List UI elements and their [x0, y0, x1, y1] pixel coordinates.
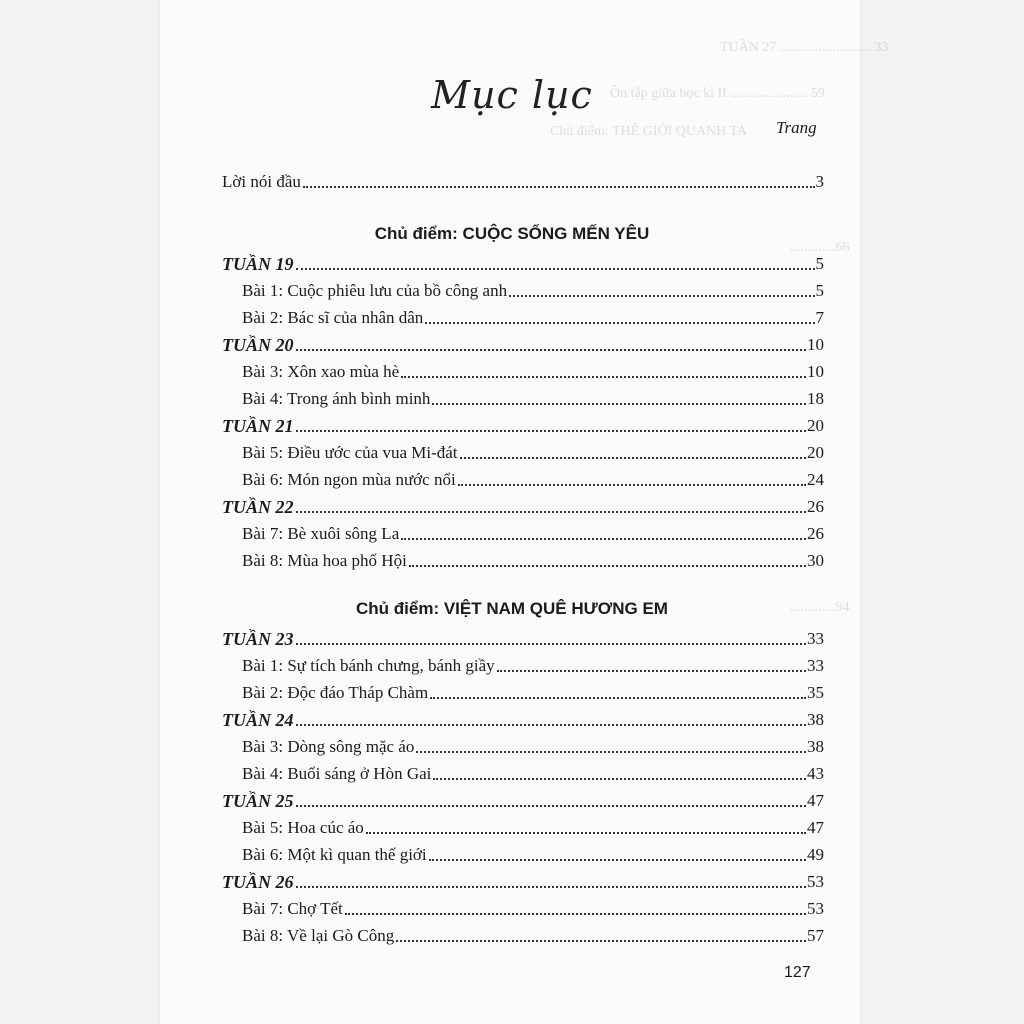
toc-entry-page: 57	[807, 926, 824, 945]
toc-entry-label: Bài 4: Trong ánh bình minh	[242, 389, 431, 408]
toc-entry-label: Bài 6: Một kì quan thế giới	[242, 845, 427, 864]
toc-week-row	[222, 623, 824, 649]
toc-entry-page: 20	[807, 416, 824, 435]
dot-leader	[416, 751, 806, 753]
toc-entry-label: TUẦN 24	[222, 710, 294, 730]
toc-entry-page: 38	[807, 737, 824, 756]
dot-leader	[296, 511, 807, 513]
toc-lesson-row	[242, 812, 824, 838]
toc-lesson-row	[242, 356, 824, 382]
dot-leader	[366, 832, 806, 834]
page-number: 127	[784, 964, 811, 981]
toc-entry-page: 26	[807, 524, 824, 543]
toc-entry-label: TUẦN 20	[222, 335, 294, 355]
toc-entry-label: Lời nói đầu	[222, 172, 301, 191]
toc-entry-label: TUẦN 25	[222, 791, 294, 811]
toc-lesson-row	[242, 302, 824, 328]
toc-entry-label: Bài 1: Cuộc phiêu lưu của bồ công anh	[242, 281, 508, 300]
toc-week-row	[222, 704, 824, 730]
toc-entry-label: TUẦN 26	[222, 872, 294, 892]
dot-leader	[460, 457, 806, 459]
toc-entry-label: Bài 7: Bè xuôi sông La	[242, 524, 400, 543]
toc-lesson-row	[242, 650, 824, 676]
toc-entry-page: 35	[807, 683, 824, 702]
toc-entry-label: TUẦN 19	[222, 254, 294, 274]
dot-leader	[296, 268, 815, 270]
dot-leader	[497, 670, 806, 672]
toc-entry-label: Bài 7: Chợ Tết	[242, 899, 343, 918]
toc-entry-page: 33	[807, 629, 824, 648]
toc-entry-label: Bài 8: Mùa hoa phố Hội	[242, 551, 407, 570]
toc-lesson-row	[242, 677, 824, 703]
bleed-through-text: .............66	[790, 240, 850, 255]
toc-entry-page: 53	[807, 872, 824, 891]
toc-entry-label: Bài 4: Buổi sáng ở Hòn Gai	[242, 764, 432, 783]
toc-entry-label: TUẦN 22	[222, 497, 294, 517]
toc-week-row	[222, 248, 824, 274]
toc-lesson-row	[242, 839, 824, 865]
toc-entry-page: 26	[807, 497, 824, 516]
dot-leader	[458, 484, 806, 486]
toc-entry-page: 49	[807, 845, 824, 864]
dot-leader	[396, 940, 806, 942]
toc-week-row	[222, 785, 824, 811]
toc-entry-page: 10	[807, 362, 824, 381]
bleed-through-text: Chủ điểm: THẾ GIỚI QUANH TA	[550, 124, 748, 139]
page-column-label: Trang	[776, 118, 817, 137]
bleed-through-text: TUẦN 27 .......................... 33	[720, 40, 889, 55]
dot-leader	[429, 859, 806, 861]
toc-entry-page: 20	[807, 443, 824, 462]
toc-entry-label: Bài 5: Điều ước của vua Mi-đát	[242, 443, 458, 462]
toc-entry-label: Bài 6: Món ngon mùa nước nổi	[242, 470, 456, 489]
toc-lesson-row	[242, 920, 824, 946]
toc-lesson-row	[242, 464, 824, 490]
toc-week-row	[222, 410, 824, 436]
toc-entry-page: 47	[807, 818, 824, 837]
toc-lesson-row	[242, 758, 824, 784]
toc-lesson-row	[242, 275, 824, 301]
toc-lesson-row	[242, 383, 824, 409]
toc-entry-page: 43	[807, 764, 824, 783]
toc-entry-label: Bài 5: Hoa cúc áo	[242, 818, 364, 837]
toc-entry-page: 30	[807, 551, 824, 570]
dot-leader	[296, 430, 807, 432]
toc-entry-page: 24	[807, 470, 824, 489]
toc-entry-page: 3	[815, 172, 824, 191]
toc-lesson-row	[242, 518, 824, 544]
toc-entry-label: Bài 1: Sự tích bánh chưng, bánh giầy	[242, 656, 495, 675]
toc-week-row	[222, 491, 824, 517]
dot-leader	[509, 295, 814, 297]
toc-entry-label: Bài 3: Xôn xao mùa hè	[242, 362, 400, 381]
toc-entry-label: Bài 2: Bác sĩ của nhân dân	[242, 308, 424, 327]
dot-leader	[296, 643, 807, 645]
dot-leader	[296, 349, 807, 351]
toc-entry-page: 18	[807, 389, 824, 408]
toc-entry-label: Bài 8: Về lại Gò Công	[242, 926, 395, 945]
bleed-through-text: .............94	[790, 600, 850, 615]
dot-leader	[430, 697, 806, 699]
toc-entry-label: TUẦN 21	[222, 416, 294, 436]
toc-lesson-row	[242, 731, 824, 757]
page-title: Mục lục	[431, 73, 593, 118]
toc-entry-page: 5	[815, 281, 824, 300]
toc-entry-page: 10	[807, 335, 824, 354]
toc-lesson-row	[242, 437, 824, 463]
dot-leader	[296, 805, 807, 807]
section-heading: Chủ điểm: VIỆT NAM QUÊ HƯƠNG EM	[356, 599, 668, 618]
toc-entry-page: 7	[815, 308, 824, 327]
dot-leader	[409, 565, 806, 567]
dot-leader	[401, 376, 806, 378]
toc-entry-page: 33	[807, 656, 824, 675]
toc-week-row	[222, 866, 824, 892]
toc-entry-page: 5	[815, 254, 824, 273]
toc-entry-page: 47	[807, 791, 824, 810]
dot-leader	[401, 538, 806, 540]
toc-entry-label: TUẦN 23	[222, 629, 294, 649]
toc-entry-page: 53	[807, 899, 824, 918]
dot-leader	[296, 724, 807, 726]
toc-entry-page: 38	[807, 710, 824, 729]
dot-leader	[425, 322, 814, 324]
dot-leader	[345, 913, 806, 915]
section-heading: Chủ điểm: CUỘC SỐNG MẾN YÊU	[374, 224, 650, 243]
dot-leader	[433, 778, 806, 780]
dot-leader	[303, 186, 815, 188]
toc-entry-label: Bài 2: Độc đáo Tháp Chàm	[242, 683, 429, 702]
bleed-through-text: Ôn tập giữa học kì II ...................... 59	[610, 86, 825, 101]
toc-lesson-row	[242, 545, 824, 571]
toc-front-row	[222, 166, 824, 192]
toc-entry-label: Bài 3: Dòng sông mặc áo	[242, 737, 415, 756]
dot-leader	[432, 403, 806, 405]
toc-lesson-row	[242, 893, 824, 919]
dot-leader	[296, 886, 807, 888]
toc-week-row	[222, 329, 824, 355]
